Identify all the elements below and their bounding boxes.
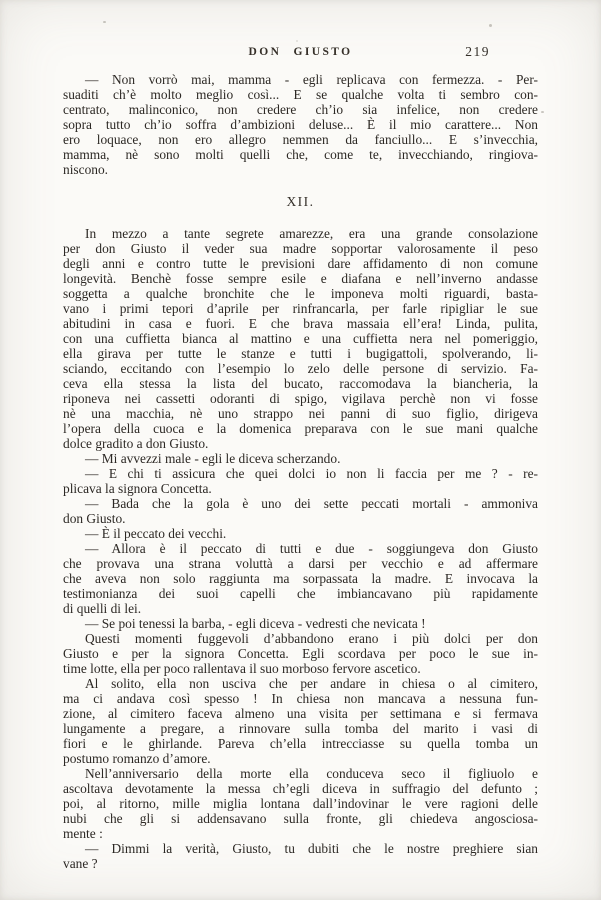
- text-line: In mezzo a tante segrete amarezze, era una grande consolazione: [85, 226, 538, 241]
- text-line: ceva ella stessa la lista del bucato, raccomodava la biancheria, la: [63, 376, 538, 391]
- page-header: [63, 44, 538, 62]
- text-line: l’opera della cuoca e la domenica preparava con le sue mani qualche: [63, 421, 538, 436]
- text-line: longevità. Benchè fosse sempre esile e diafana e nell’inverno andasse: [63, 271, 538, 286]
- text-line: di quelli di lei.: [63, 601, 142, 616]
- scan-speck: [103, 21, 106, 23]
- scan-speck: [296, 40, 298, 42]
- text-line: ero loquace, non ero allegro nemmen da fanciullo... E s’invecchia,: [63, 132, 538, 147]
- paragraph: [63, 616, 538, 631]
- text-line: ma ci andava così spesso ! In chiesa non mancava a nessuna fun-: [63, 691, 538, 706]
- section-heading: XII.: [286, 194, 315, 209]
- paragraph: [63, 496, 538, 526]
- text-line: — E chi ti assicura che quei dolci io non li faccia per me ? - re-: [85, 466, 538, 481]
- text-line: — Bada che la gola è uno dei sette peccati mortali - ammoniva: [85, 496, 538, 511]
- text-line: zione, al cimitero faceva almeno una visita per settimana e si fermava: [63, 706, 538, 721]
- text-line: riponeva nei cassetti odoranti di spigo, vigilava perchè non vi fosse: [63, 391, 538, 406]
- text-line: mamma, nè sono molti quelli che, come te, invecchiando, ringiova-: [63, 147, 538, 162]
- text-line: — Mi avvezzi male - egli le diceva scherzando.: [85, 451, 341, 466]
- text-line: don Giusto.: [63, 511, 126, 526]
- paragraph: [63, 766, 538, 841]
- running-title: DON GIUSTO: [248, 46, 353, 58]
- paragraph: [63, 631, 538, 676]
- text-line: — È il peccato dei vecchi.: [85, 526, 227, 541]
- text-line: che provava una strana voluttà a darsi per vecchio e ad affermare: [63, 556, 538, 571]
- text-line: niscono.: [63, 162, 109, 177]
- paragraph: [63, 451, 538, 466]
- text-line: vane ?: [63, 856, 98, 871]
- text-line: poi, al ritorno, mille miglia lontana dall’indovinar le vere ragioni delle: [63, 796, 538, 811]
- text-line: degli anni e contro tutte le previsioni dare affidamento di non comune: [63, 256, 538, 271]
- text-line: sopra tutto ch’io soffra d’ambizioni deluse... È il mio carattere... Non: [63, 117, 538, 132]
- paragraph: [63, 676, 538, 766]
- text-line: ella girava per tutte le stanze e tutti i bugigattoli, spolverando, li-: [63, 346, 538, 361]
- text-line: per don Giusto il veder sua madre sopportar valorosamente il peso: [63, 241, 538, 256]
- text-line: fiori e le ghirlande. Pareva ch’ella intrecciasse su quella tomba un: [63, 736, 538, 751]
- text-line: Nell’anniversario della morte ella conduceva seco il figliuolo e: [85, 766, 538, 781]
- page-number: 219: [465, 44, 490, 59]
- text-line: testimonianza dei suoi capelli che imbiancavano più rapidamente: [63, 586, 538, 601]
- text-line: — Se poi tenessi la barba, - egli diceva - vedresti che nevicata !: [85, 616, 426, 631]
- paragraph: [63, 72, 538, 177]
- text-line: postumo romanzo d’amore.: [63, 751, 211, 766]
- text-line: vano i primi tepori d’aprile per rinfrancarla, per farle ripigliar le sue: [63, 301, 538, 316]
- text-line: sciando, eccitando con l’esempio lo zelo delle persone di servizio. Fa-: [63, 361, 538, 376]
- text-line: plicava la signora Concetta.: [63, 481, 212, 496]
- paragraph: [63, 226, 538, 451]
- page-text: [63, 72, 538, 871]
- text-line: — Allora è il peccato di tutti e due - soggiungeva don Giusto: [85, 541, 538, 556]
- text-line: abitudini in casa e fuori. E che brava massaia ell’era! Linda, pulita,: [63, 316, 538, 331]
- text-line: che aveva non solo raggiunta ma sorpassata la madre. E invocava la: [63, 571, 538, 586]
- scan-speck: [541, 111, 544, 113]
- text-line: con una cuffietta bianca al mattino e una cuffietta nera nel pomeriggio,: [63, 331, 538, 346]
- paragraph: [63, 541, 538, 616]
- text-line: nubi che gli si addensavano sulla fronte, gli chiedeva angosciosa-: [63, 811, 538, 826]
- text-line: Questi momenti fuggevoli d’abbandono erano i più dolci per don: [85, 631, 538, 646]
- text-line: nè una macchia, nè uno strappo nei panni di suo figlio, dirigeva: [63, 406, 538, 421]
- text-line: lungamente a pregare, a rinnovare sulla tomba del marito i vasi di: [63, 721, 538, 736]
- paragraph: [63, 841, 538, 871]
- paragraph: [63, 466, 538, 496]
- text-line: centrato, malinconico, non credere ch’io sia infelice, non credere: [63, 102, 538, 117]
- text-line: suaditi ch’è molto meglio così... E se qualche volta ti sembro con-: [63, 87, 538, 102]
- text-line: — Non vorrò mai, mamma - egli replicava con fermezza. - Per-: [85, 72, 538, 87]
- text-line: Al solito, ella non usciva che per andare in chiesa o al cimitero,: [85, 676, 538, 691]
- text-line: — Dimmi la verità, Giusto, tu dubiti che le nostre preghiere sian: [85, 841, 538, 856]
- text-line: dolce gradito a don Giusto.: [63, 436, 209, 451]
- text-line: soggetta a qualche bronchite che le imponeva molti riguardi, basta-: [63, 286, 538, 301]
- paragraph: [63, 526, 538, 541]
- text-line: Giusto e per la signora Concetta. Egli scordava per poco le sue in-: [63, 646, 538, 661]
- text-line: ascoltava devotamente la messa ch’egli diceva in suffragio del defunto ;: [63, 781, 538, 796]
- scan-speck: [489, 24, 492, 27]
- text-line: mente :: [63, 826, 103, 841]
- text-line: time lotte, ella per poco rallentava il suo morboso fervore ascetico.: [63, 661, 421, 676]
